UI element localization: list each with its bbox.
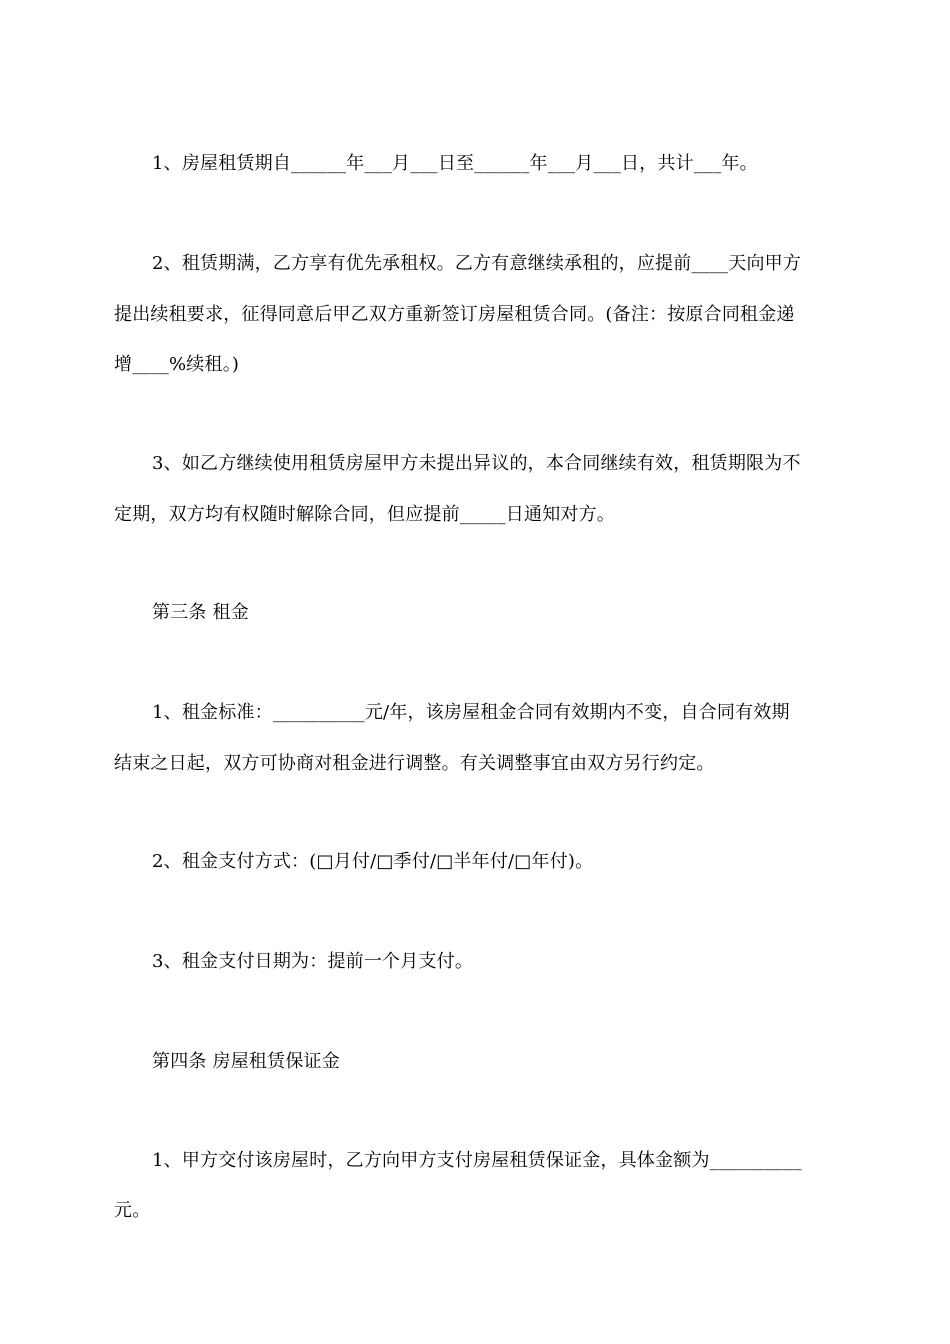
clause-3-2-payment-method: 2、租金支付方式：(□月付/□季付/□半年付/□年付)。 [152,851,594,872]
clause-3-3-payment-date: 3、租金支付日期为：提前一个月支付。 [152,951,474,972]
clause-4-1-deposit-line-2: 元。 [114,1200,151,1221]
article-4-heading: 第四条 房屋租赁保证金 [152,1051,340,1072]
clause-2-1-lease-term: 1、房屋租赁期自______年___月___日至______年___月___日，共计___年。 [152,153,758,174]
clause-2-3-continuation-line-2: 定期，双方均有权随时解除合同，但应提前_____日通知对方。 [114,504,615,525]
article-3-heading: 第三条 租金 [152,602,249,623]
clause-3-1-rent-standard-line-1: 1、租金标准：__________元/年，该房屋租金合同有效期内不变，自合同有效期 [152,702,790,723]
clause-3-1-rent-standard-line-2: 结束之日起，双方可协商对租金进行调整。有关调整事宜由双方另行约定。 [114,753,715,774]
clause-2-2-renewal-line-3: 增____%续租。) [114,354,240,375]
clause-2-2-renewal-line-1: 2、租赁期满，乙方享有优先承租权。乙方有意继续承租的，应提前____天向甲方 [152,253,802,274]
clause-4-1-deposit-line-1: 1、甲方交付该房屋时，乙方向甲方支付房屋租赁保证金，具体金额为__________ [152,1150,802,1171]
clause-2-2-renewal-line-2: 提出续租要求，征得同意后甲乙双方重新签订房屋租赁合同。(备注：按原合同租金递 [114,304,795,325]
clause-2-3-continuation-line-1: 3、如乙方继续使用租赁房屋甲方未提出异议的，本合同继续有效，租赁期限为不 [152,453,801,474]
